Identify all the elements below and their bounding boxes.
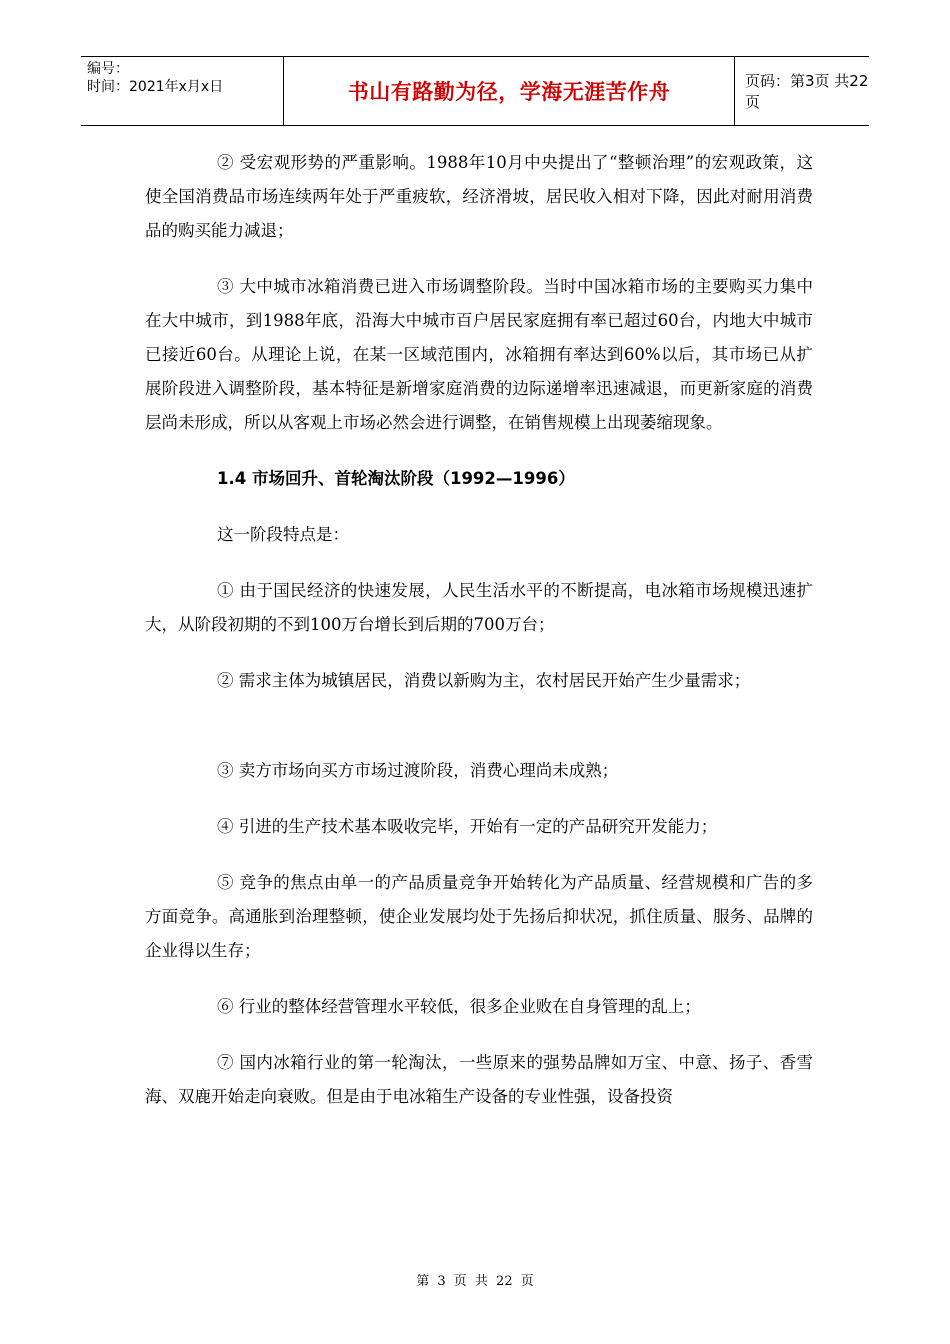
paragraph: ② 受宏观形势的严重影响。1988年10月中央提出了“整顿治理”的宏观政策，这使全国消费品市场连续两年处于严重疲软，经济滑坡，居民收入相对下降，因此对耐用消费品的购买能力减退； xyxy=(145,153,813,240)
page-footer: 第 3 页 共 22 页 xyxy=(416,1274,534,1289)
header-meta xyxy=(81,57,283,125)
paragraph: ⑥ 行业的整体经营管理水平较低，很多企业败在自身管理的乱上； xyxy=(217,997,701,1016)
header-motto-cell xyxy=(283,57,735,125)
section-heading: 1.4 市场回升、首轮淘汰阶段（1992—1996） xyxy=(217,469,575,488)
document-time-label: 时间：2021年x月x日 xyxy=(87,79,224,95)
paragraph: ③ 大中城市冰箱消费已进入市场调整阶段。当时中国冰箱市场的主要购买力集中在大中城市，到1988年底，沿海大中城市百户居民家庭拥有率已超过60台，内地大中城市已接近60台。从理论上说，在某一区域范围内，冰箱拥有率达到60%以后，其市场已从扩展阶段进入调整阶段，基本特征是新增家庭消费的边际递增率迅速减退，而更新家庭的消费层尚未形成，所以从客观上市场必然会进行调整，在销售规模上出现萎缩现象。 xyxy=(145,277,813,432)
document-number-label: 编号： xyxy=(87,61,129,77)
paragraph: ④ 引进的生产技术基本吸收完毕，开始有一定的产品研究开发能力； xyxy=(217,817,718,836)
header-page-info: 页码：第3页 共22页 xyxy=(745,72,869,111)
paragraph: 这一阶段特点是： xyxy=(217,525,349,544)
paragraph: ⑦ 国内冰箱行业的第一轮淘汰，一些原来的强势品牌如万宝、中意、扬子、香雪海、双鹿开始走向衰败。但是由于电冰箱生产设备的专业性强，设备投资 xyxy=(145,1053,813,1106)
blank-spacer xyxy=(145,720,813,754)
document-body xyxy=(145,146,813,1136)
page-header xyxy=(81,56,869,126)
paragraph: ⑤ 竞争的焦点由单一的产品质量竞争开始转化为产品质量、经营规模和广告的多方面竞争。高通胀到治理整顿，使企业发展均处于先扬后抑状况，抓住质量、服务、品牌的企业得以生存； xyxy=(145,873,813,960)
paragraph: ③ 卖方市场向买方市场过渡阶段，消费心理尚未成熟； xyxy=(217,761,619,780)
header-motto: 书山有路勤为径，学海无涯苦作舟 xyxy=(347,80,671,104)
paragraph: ② 需求主体为城镇居民，消费以新购为主，农村居民开始产生少量需求； xyxy=(217,671,751,690)
paragraph: ① 由于国民经济的快速发展，人民生活水平的不断提高，电冰箱市场规模迅速扩大，从阶段初期的不到100万台增长到后期的700万台； xyxy=(145,581,813,634)
